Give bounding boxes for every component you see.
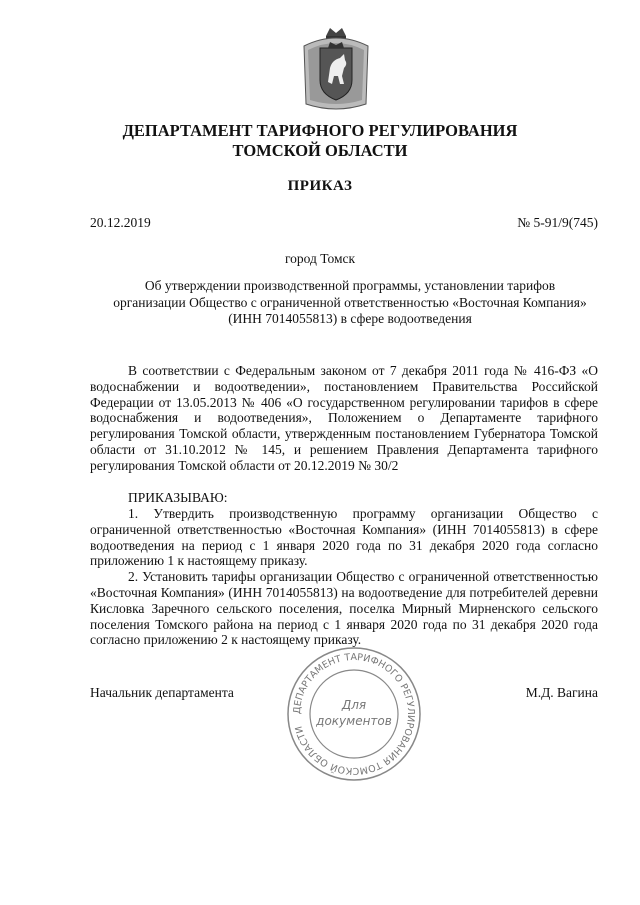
stamp-ring-text: ДЕПАРТАМЕНТ ТАРИФНОГО РЕГУЛИРОВАНИЯ ТОМСКОЙ ОБЛАСТИ bbox=[291, 651, 417, 777]
stamp-center-line-2: документов bbox=[316, 714, 392, 728]
date-number-row bbox=[90, 215, 598, 231]
document-date: 20.12.2019 bbox=[90, 215, 151, 230]
document-city: город Томск bbox=[284, 251, 356, 266]
stamp-center-line-1: Для bbox=[341, 698, 367, 712]
coat-of-arms-icon bbox=[296, 24, 376, 114]
order-item: 2. Установить тарифы организации Общество с ограниченной ответственностью «Восточная Компания» (ИНН 7014055813) на водоотведение для потребителей деревни Кисловка Заречного сельского поселения, поселка Мирный Мирненского сельского поселения Томского района на период с 1 января 2020 года по 31 декабря 2020 года согласно приложению 2 к настоящему приказу. bbox=[90, 569, 598, 648]
org-line-2: ТОМСКОЙ ОБЛАСТИ bbox=[232, 141, 408, 160]
order-items bbox=[90, 506, 598, 648]
org-line-1: ДЕПАРТАМЕНТ ТАРИФНОГО РЕГУЛИРОВАНИЯ bbox=[122, 121, 518, 140]
order-item: 1. Утвердить производственную программу организации Общество с ограниченной ответственностью «Восточная Компания» (ИНН 7014055813) в сфере водоотведения на период с 1 января 2020 года по 31 декабря 2020 года согласно приложению 1 к настоящему приказу. bbox=[90, 506, 598, 569]
legal-basis-paragraph: В соответствии с Федеральным законом от 7 декабря 2011 года № 416-ФЗ «О водоснабжении и водоотведении», постановлением Правительства Российской Федерации от 13.05.2013 № 406 «О государственном регулировании тарифов в сфере водоснабжения и водоотведения», Положением о Департаменте тарифного регулирования Томской области, утвержденным постановлением Губернатора Томской области от 31.10.2012 № 145, и решением Правления Департамента тарифного регулирования Томской области от 20.12.2019 № 30/2 bbox=[90, 363, 598, 473]
document-subject: Об утверждении производственной программы, установлении тарифов организации Общество с ограниченной ответственностью «Восточная Компания» (ИНН 7014055813) в сфере водоотведения bbox=[113, 278, 587, 326]
signatory-position: Начальник департамента bbox=[90, 685, 234, 700]
signature-row bbox=[90, 685, 598, 701]
order-word: ПРИКАЗЫВАЮ: bbox=[128, 490, 228, 505]
official-stamp bbox=[285, 645, 423, 783]
document-number: № 5-91/9(745) bbox=[517, 215, 598, 230]
signatory-name: М.Д. Вагина bbox=[525, 685, 598, 700]
organization-name bbox=[0, 121, 640, 161]
document-type: ПРИКАЗ bbox=[287, 178, 353, 194]
